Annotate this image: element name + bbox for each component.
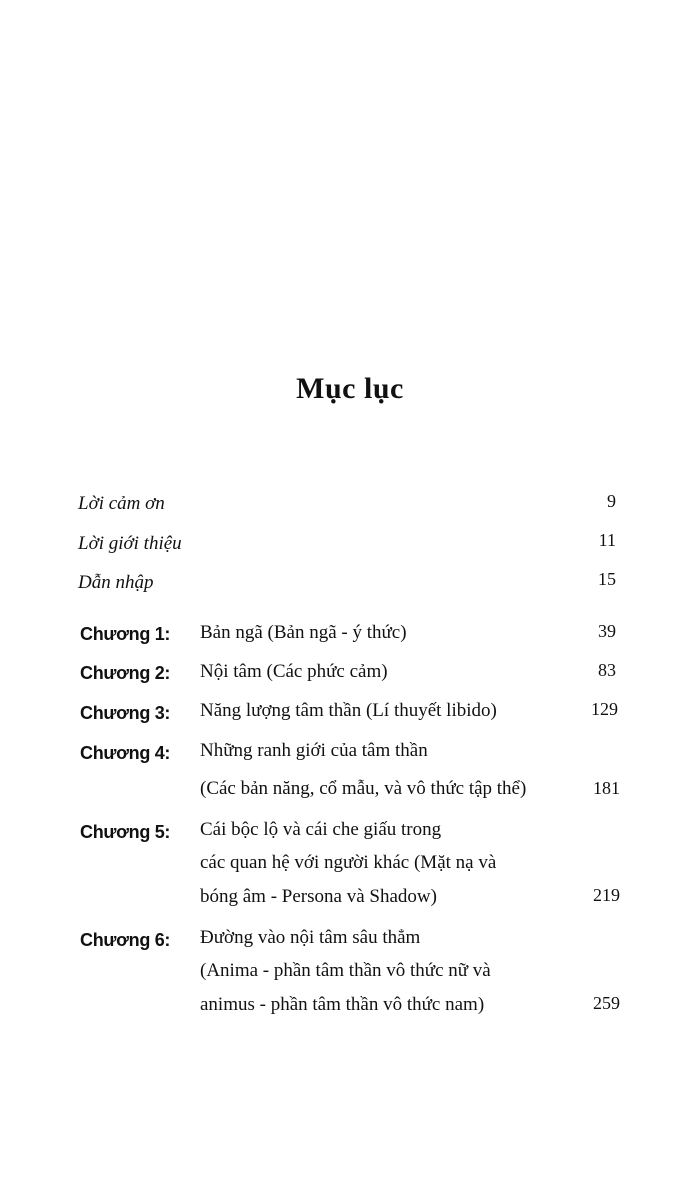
toc-entry-acknowledgements: Lời cảm ơn <box>78 493 165 514</box>
chapter-title-line: các quan hệ với người khác (Mặt nạ và <box>200 852 497 873</box>
chapter-label: Chương 5: <box>80 822 171 842</box>
toc-page-number: 259 <box>593 993 620 1013</box>
chapter-title-line: bóng âm - Persona và Shadow) <box>200 886 437 907</box>
chapter-title-line: animus - phần tâm thần vô thức nam) <box>200 994 485 1015</box>
chapter-label: Chương 3: <box>80 703 171 723</box>
chapter-label: Chương 2: <box>80 663 171 683</box>
chapter-label: Chương 6: <box>80 930 171 950</box>
chapter-title-line: Năng lượng tâm thần (Lí thuyết libido) <box>200 700 497 721</box>
chapter-title-line: Nội tâm (Các phức cảm) <box>200 661 388 682</box>
toc-page-number: 15 <box>598 569 616 589</box>
chapter-title-line: (Các bản năng, cổ mẫu, và vô thức tập thể) <box>200 778 527 799</box>
toc-entry-introduction: Lời giới thiệu <box>78 533 182 554</box>
toc-page-number: 129 <box>591 699 618 719</box>
toc-page-number: 181 <box>593 778 620 798</box>
chapter-title-line: Những ranh giới của tâm thần <box>200 740 428 761</box>
toc-page-number: 39 <box>598 621 616 641</box>
chapter-title-line: Cái bộc lộ và cái che giấu trong <box>200 819 442 840</box>
toc-page-number: 9 <box>607 491 616 511</box>
page-title: Mục lục <box>296 372 404 405</box>
toc-entry-preface: Dẫn nhập <box>78 572 154 593</box>
chapter-label: Chương 1: <box>80 624 171 644</box>
toc-page-number: 83 <box>598 660 616 680</box>
toc-page-number: 219 <box>593 885 620 905</box>
chapter-title-line: Đường vào nội tâm sâu thẳm <box>200 927 421 948</box>
chapter-label: Chương 4: <box>80 743 171 763</box>
chapter-title-line: (Anima - phần tâm thần vô thức nữ và <box>200 960 491 981</box>
chapter-title-line: Bản ngã (Bản ngã - ý thức) <box>200 622 407 643</box>
toc-page-number: 11 <box>598 530 616 550</box>
